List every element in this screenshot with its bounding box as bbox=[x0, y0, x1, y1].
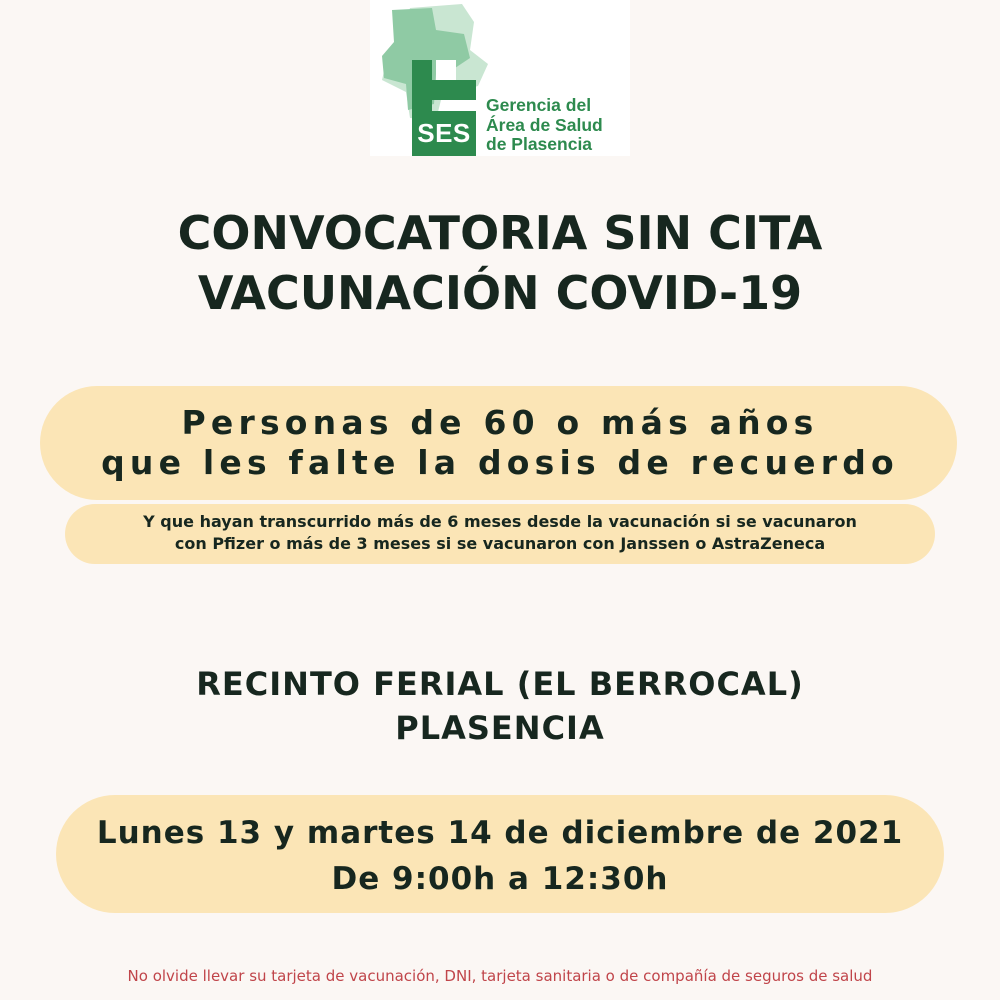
poster-title bbox=[0, 203, 1000, 323]
eligibility-condition bbox=[0, 511, 1000, 555]
logo-acronym: SES bbox=[417, 118, 471, 148]
footer-note: No olvide llevar su tarjeta de vacunación, DNI, tarjeta sanitaria o de compañía de seguros de salud bbox=[127, 967, 873, 985]
schedule-hours: De 9:00h a 12:30h bbox=[331, 861, 669, 897]
vaccination-location bbox=[0, 662, 1000, 750]
logo-organization-name bbox=[486, 96, 603, 155]
location-line-2: PLASENCIA bbox=[395, 709, 605, 747]
logo-line: Gerencia del bbox=[486, 95, 592, 115]
target-audience bbox=[0, 403, 1000, 483]
location-line-1: RECINTO FERIAL (EL BERROCAL) bbox=[196, 665, 804, 703]
audience-line-2: que les falte la dosis de recuerdo bbox=[101, 443, 899, 482]
title-line-2: VACUNACIÓN COVID-19 bbox=[197, 266, 803, 320]
condition-line-1: Y que hayan transcurrido más de 6 meses desde la vacunación si se vacunaron bbox=[143, 512, 857, 531]
condition-line-2: con Pfizer o más de 3 meses si se vacunaron con Janssen o AstraZeneca bbox=[174, 534, 826, 553]
logo-line: de Plasencia bbox=[486, 134, 593, 154]
ses-logo bbox=[370, 0, 630, 156]
title-line-1: CONVOCATORIA SIN CITA bbox=[177, 206, 823, 260]
schedule-dates: Lunes 13 y martes 14 de diciembre de 2021 bbox=[96, 815, 904, 851]
logo-line: Área de Salud bbox=[486, 114, 603, 135]
audience-line-1: Personas de 60 o más años bbox=[181, 403, 819, 442]
vaccination-schedule bbox=[0, 810, 1000, 902]
